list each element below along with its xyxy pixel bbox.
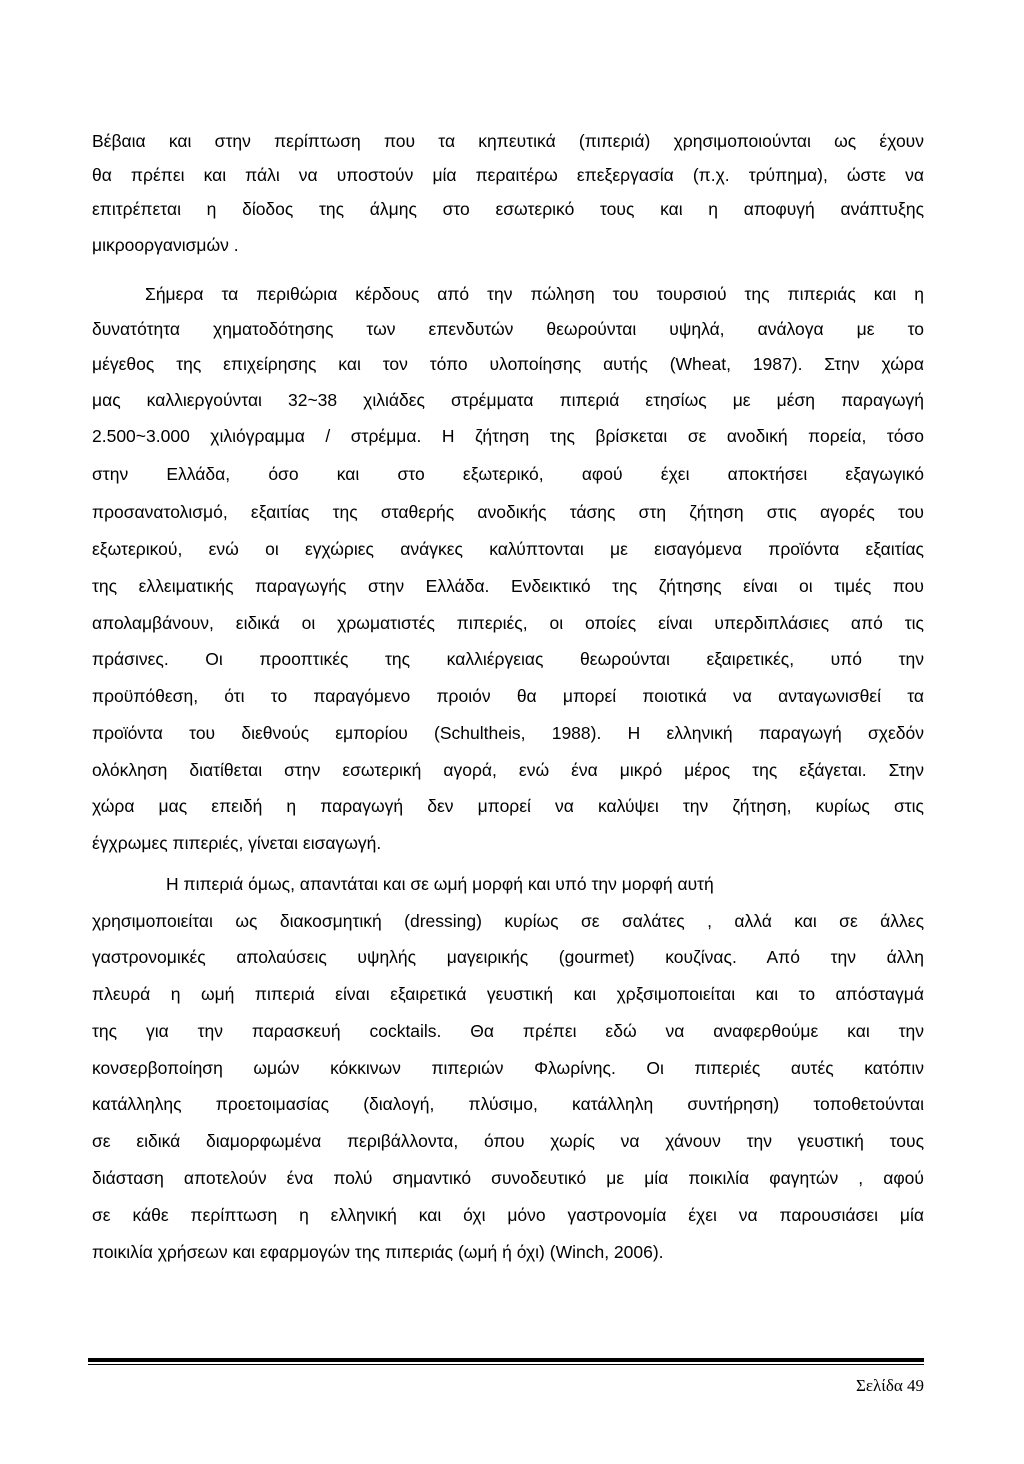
text-line: πράσινες. Οι προοπτικές της καλλιέργειας θεωρούνται εξαιρετικές, υπό την	[92, 649, 924, 669]
text-line: απολαμβάνουν, ειδικά οι χρωματιστές πιπεριές, οι οποίες είναι υπερδιπλάσιες από τις	[92, 613, 924, 633]
text-line: της για την παρασκευή cocktails. Θα πρέπει εδώ να αναφερθούμε και την	[92, 1021, 924, 1041]
page-number: Σελίδα 49	[855, 1376, 924, 1395]
text-line: στην Ελλάδα, όσο και στο εξωτερικό, αφού έχει αποκτήσει εξαγωγικό	[92, 464, 924, 484]
text-line: προσανατολισμό, εξαιτίας της σταθερής ανοδικής τάσης στη ζήτηση στις αγορές του	[92, 502, 924, 522]
text-line: της ελλειματικής παραγωγής στην Ελλάδα. Ενδεικτικό της ζήτησης είναι οι τιμές που	[92, 576, 924, 596]
text-line: ολόκληση διατίθεται στην εσωτερική αγορά, ενώ ένα μικρό μέρος της εξάγεται. Στην	[92, 760, 924, 780]
text-line: μέγεθος της επιχείρησης και τον τόπο υλοποίησης αυτής (Wheat, 1987). Στην χώρα	[92, 354, 924, 374]
text-line: προϊόντα του διεθνούς εμπορίου (Schultheis, 1988). Η ελληνική παραγωγή σχεδόν	[92, 723, 924, 743]
text-line: Βέβαια και στην περίπτωση που τα κηπευτικά (πιπεριά) χρησιμοποιούνται ως έχουν	[92, 131, 924, 151]
text-line: γαστρονομικές απολαύσεις υψηλής μαγειρικής (gourmet) κουζίνας. Από την άλλη	[92, 947, 924, 967]
text-line: επιτρέπεται η δίοδος της άλμης στο εσωτερικό τους και η αποφυγή ανάπτυξης	[92, 199, 924, 219]
text-line: μικροοργανισμών .	[92, 235, 239, 255]
text-line: έγχρωμες πιπεριές, γίνεται εισαγωγή.	[92, 833, 382, 853]
text-line: χρησιμοποιείται ως διακοσμητική (dressing) κυρίως σε σαλάτες , αλλά και σε άλλες	[92, 911, 924, 931]
text-line: πλευρά η ωμή πιπεριά είναι εξαιρετικά γευστική και χρξσιμοποιείται και το απόσταγμά	[92, 984, 924, 1004]
text-line: θα πρέπει και πάλι να υποστούν μία περαιτέρω επεξεργασία (π.χ. τρύπημα), ώστε να	[92, 165, 924, 185]
text-line: Σήμερα τα περιθώρια κέρδους από την πώληση του τουρσιού της πιπεριάς και η	[145, 284, 924, 304]
text-line: δυνατότητα χηματοδότησης των επενδυτών θεωρούνται υψηλά, ανάλογα με το	[92, 319, 924, 339]
text-line: σε κάθε περίπτωση η ελληνική και όχι μόνο γαστρονομία έχει να παρουσιάσει μία	[92, 1205, 924, 1225]
text-line: εξωτερικού, ενώ οι εγχώριες ανάγκες καλύπτονται με εισαγόμενα προϊόντα εξαιτίας	[92, 539, 924, 559]
text-line: προϋπόθεση, ότι το παραγόμενο προιόν θα μπορεί ποιοτικά να ανταγωνισθεί τα	[92, 686, 924, 706]
text-line: κονσερβοποίηση ωμών κόκκινων πιπεριών Φλωρίνης. Οι πιπεριές αυτές κατόπιν	[92, 1058, 924, 1078]
footer-rule-thick	[88, 1358, 924, 1362]
text-line: Η πιπεριά όμως, απαντάται και σε ωμή μορφή και υπό την μορφή αυτή	[166, 874, 714, 894]
text-line: ποικιλία χρήσεων και εφαρμογών της πιπεριάς (ωμή ή όχι) (Winch, 2006).	[92, 1242, 664, 1262]
footer-rule-thin	[88, 1364, 924, 1365]
text-line: μας καλλιεργούνται 32~38 χιλιάδες στρέμματα πιπεριά ετησίως με μέση παραγωγή	[92, 390, 924, 410]
text-line: διάσταση αποτελούν ένα πολύ σημαντικό συνοδευτικό με μία ποικιλία φαγητών , αφού	[92, 1168, 924, 1188]
text-line: 2.500~3.000 χιλιόγραμμα / στρέμμα. Η ζήτηση της βρίσκεται σε ανοδική πορεία, τόσο	[92, 426, 924, 446]
text-line: χώρα μας επειδή η παραγωγή δεν μπορεί να καλύψει την ζήτηση, κυρίως στις	[92, 796, 924, 816]
text-line: σε ειδικά διαμορφωμένα περιβάλλοντα, όπου χωρίς να χάνουν την γευστική τους	[92, 1131, 924, 1151]
text-line: κατάλληλης προετοιμασίας (διαλογή, πλύσιμο, κατάλληλη συντήρηση) τοποθετούνται	[92, 1094, 924, 1114]
